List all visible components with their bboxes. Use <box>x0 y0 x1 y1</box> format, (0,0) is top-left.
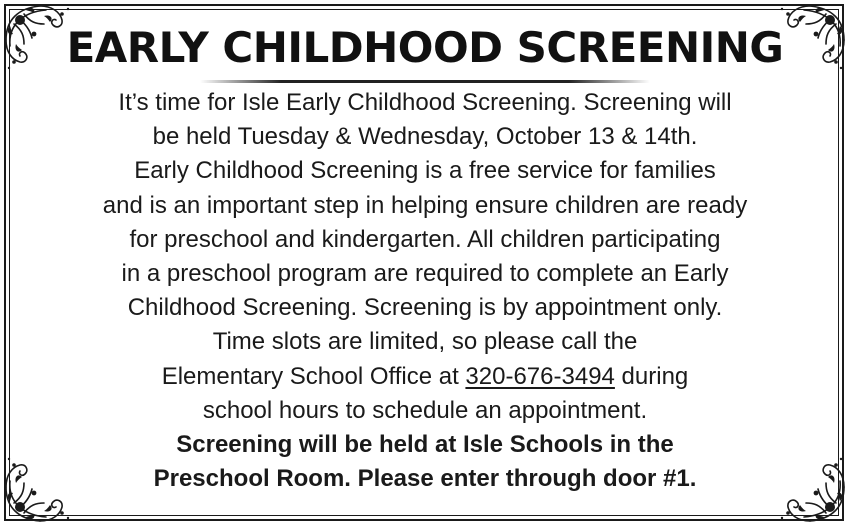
body-line-6: in a preschool program are required to complete an Early <box>121 260 729 288</box>
headline: EARLY CHILDHOOD SCREENING <box>66 23 784 72</box>
headline-divider <box>200 80 650 83</box>
location-line-1: Screening will be held at Isle Schools in the <box>176 431 674 459</box>
phone-number-link[interactable]: 320-676-3494 <box>465 362 615 390</box>
phone-line-before: Elementary School Office at <box>161 362 466 390</box>
body-line-7: Childhood Screening. Screening is by appointment only. <box>127 294 723 322</box>
body-line-4: and is an important step in helping ensure children are ready <box>102 191 748 219</box>
body-text <box>20 86 830 496</box>
body-line-8: Time slots are limited, so please call the <box>212 328 638 356</box>
closing-line: school hours to schedule an appointment. <box>202 396 648 424</box>
location-line-2: Preschool Room. Please enter through door #1. <box>153 465 697 493</box>
body-line-5: for preschool and kindergarten. All children participating <box>129 225 721 253</box>
body-line-3: Early Childhood Screening is a free service for families <box>134 157 716 185</box>
body-line-1: It’s time for Isle Early Childhood Screening. Screening will <box>118 89 732 116</box>
phone-line <box>20 360 830 394</box>
phone-line-after: during <box>614 362 689 390</box>
body-line-2: be held Tuesday & Wednesday, October 13 & 14th. <box>152 123 698 151</box>
